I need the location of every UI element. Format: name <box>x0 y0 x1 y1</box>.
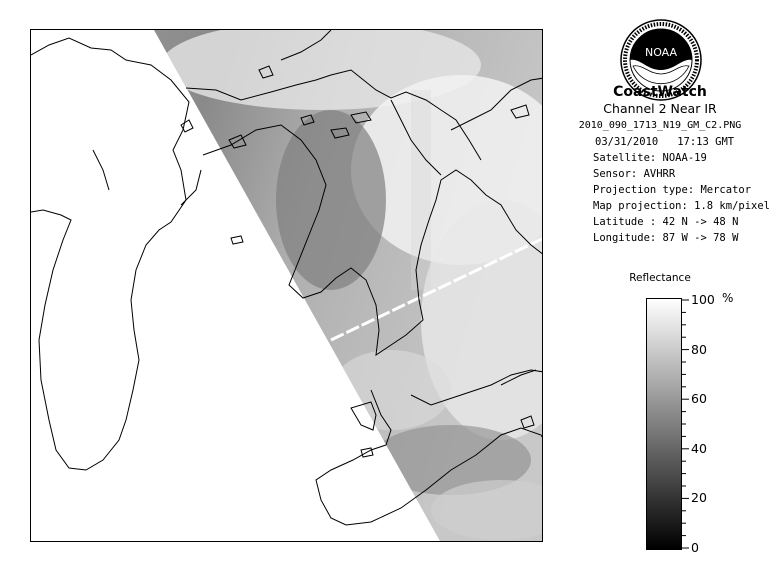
map-frame <box>30 29 543 542</box>
colorbar-tick-label: 0 <box>691 540 699 555</box>
legend-title: Reflectance <box>629 272 691 284</box>
time-text: 17:13 GMT <box>677 136 735 148</box>
satellite-info: Satellite: NOAA-19 <box>593 152 707 164</box>
sensor-info: Sensor: AVHRR <box>593 168 676 180</box>
colorbar-tick-label: 20 <box>691 490 707 506</box>
brand-title: CoastWatch <box>613 84 707 100</box>
colorbar <box>646 298 682 550</box>
map-projection-info: Map projection: 1.8 km/pixel <box>593 200 771 212</box>
file-name: 2010_090_1713_N19_GM_C2.PNG <box>578 120 742 131</box>
legend-unit: % <box>722 291 734 305</box>
colorbar-tick-label: 100 <box>691 292 715 307</box>
swath-region <box>31 30 543 542</box>
projection-type-info: Projection type: Mercator <box>593 184 752 196</box>
satellite-image <box>31 30 543 542</box>
date-time <box>595 136 734 148</box>
colorbar-tick-label: 80 <box>691 341 707 357</box>
latitude-info: Latitude : 42 N -> 48 N <box>593 216 739 228</box>
colorbar-tick-label: 40 <box>691 440 707 456</box>
colorbar-tick-label: 60 <box>691 391 707 407</box>
longitude-info: Longitude: 87 W -> 78 W <box>593 232 739 244</box>
coastline-lake-michigan <box>31 38 189 470</box>
product-name: Channel 2 Near IR <box>603 101 717 116</box>
date-text: 03/31/2010 <box>595 136 659 148</box>
logo-text: NOAA <box>644 46 678 59</box>
